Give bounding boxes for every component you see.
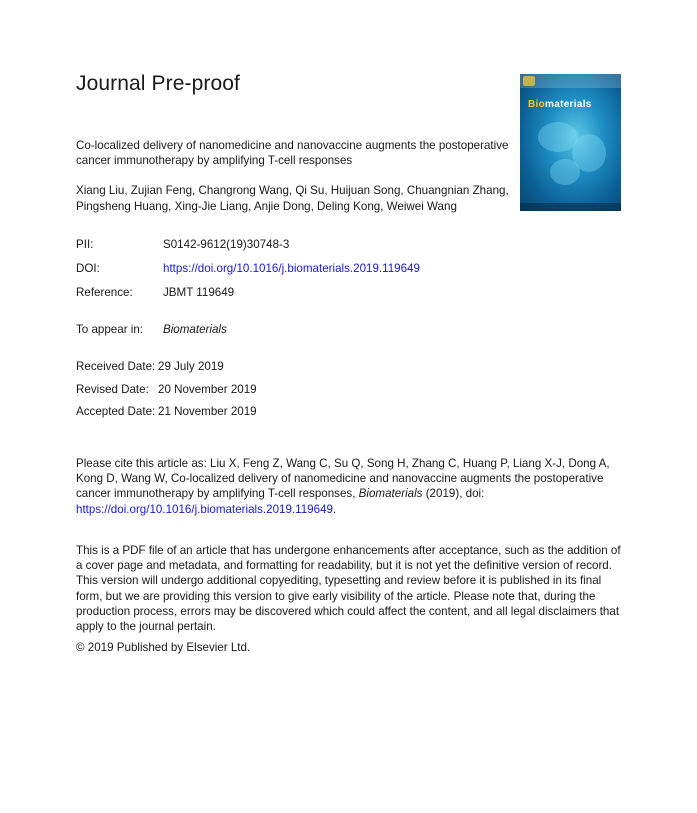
doi-link[interactable]: https://doi.org/10.1016/j.biomaterials.2019.119649 — [163, 262, 420, 275]
meta-accepted — [76, 405, 257, 419]
copyright-line: © 2019 Published by Elsevier Ltd. — [76, 641, 251, 654]
citation-paragraph: Please cite this article as: Liu X, Feng Z, Wang C, Su Q, Song H, Zhang C, Huang P, Liang X-J, Dong A, Kong D, Wang W, Co-localized delivery of nanomedicine and nanovaccine augments the postoperative cancer immunotherapy by amplifying T-cell responses, Biomaterials (2019), doi: https://doi.org/10.1016/j.biomaterials.2019.119649. — [76, 457, 610, 516]
revised-value: 20 November 2019 — [158, 383, 257, 396]
received-label: Received Date: — [76, 360, 156, 373]
meta-revised — [76, 383, 257, 397]
pii-value: S0142-9612(19)30748-3 — [163, 238, 290, 251]
meta-reference — [76, 286, 235, 300]
pii-label: PII: — [76, 238, 94, 251]
citation-journal: Biomaterials — [358, 487, 423, 501]
accepted-value: 21 November 2019 — [158, 405, 257, 418]
article-title: Co-localized delivery of nanomedicine and nanovaccine augments the postoperative cancer immunotherapy by amplifying T-cell responses — [76, 139, 509, 167]
cover-header-band — [520, 74, 621, 88]
cover-footer-band — [520, 203, 621, 211]
meta-appear — [76, 323, 227, 337]
doi-label: DOI: — [76, 262, 100, 275]
reference-value: JBMT 119649 — [163, 286, 235, 299]
revised-label: Revised Date: — [76, 383, 149, 396]
appear-label: To appear in: — [76, 323, 144, 336]
cover-journal-name: Biomaterials — [528, 99, 592, 110]
preproof-notice: This is a PDF file of an article that has undergone enhancements after acceptance, such as the addition of a cover page and metadata, and formatting for readability, but it is not yet the definitive version of record. This version will undergo additional copyediting, typesetting and review before it is published in its final form, but we are providing this version to give early visibility of the article. Please note that, during the production process, errors may be discovered which could affect the content, and all legal disclaimers that apply to the journal pertain. — [76, 544, 621, 634]
accepted-label: Accepted Date: — [76, 405, 156, 418]
meta-received — [76, 360, 224, 374]
journal-cover-image — [520, 74, 621, 211]
reference-label: Reference: — [76, 286, 133, 299]
received-value: 29 July 2019 — [158, 360, 224, 373]
cover-pattern — [550, 159, 580, 185]
page-title: Journal Pre-proof — [76, 72, 240, 95]
appear-value: Biomaterials — [163, 323, 227, 336]
citation-doi-link[interactable]: https://doi.org/10.1016/j.biomaterials.2019.119649 — [76, 502, 333, 516]
meta-pii — [76, 238, 290, 252]
elsevier-logo-icon — [523, 76, 535, 86]
article-authors: Xiang Liu, Zujian Feng, Changrong Wang, Qi Su, Huijuan Song, Chuangnian Zhang, Pingsheng Huang, Xing-Jie Liang, Anjie Dong, Deling Kong, Weiwei Wang — [76, 184, 509, 214]
meta-doi — [76, 262, 420, 276]
